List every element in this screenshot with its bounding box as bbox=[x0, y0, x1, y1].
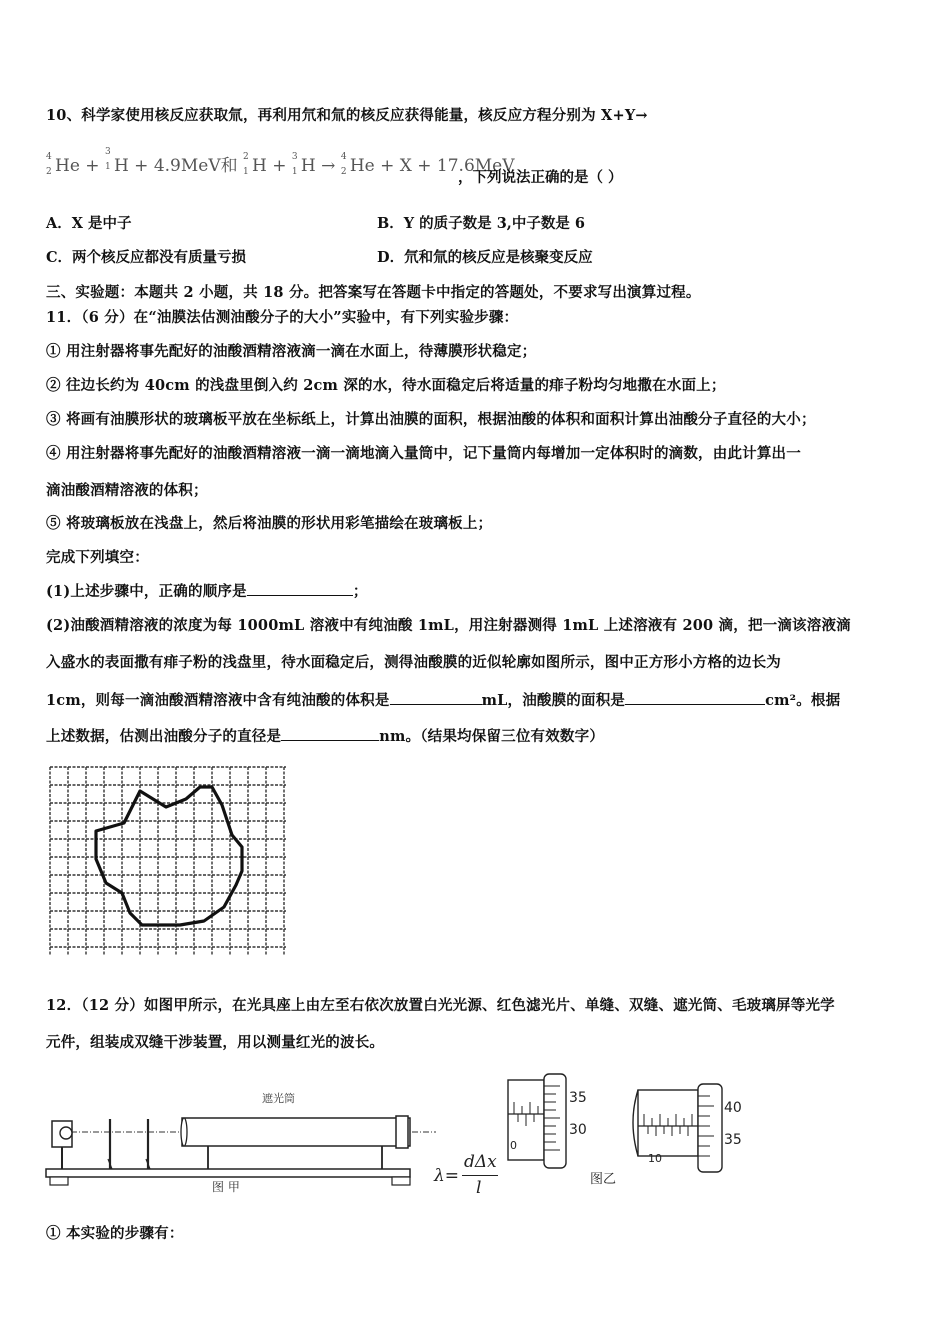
h3-nuclide: 3 1 H + 4.9MeV和 bbox=[104, 147, 238, 176]
he4-nuclide-2: 4 2 He + X + 17.6MeV bbox=[340, 152, 515, 177]
fig-b-label: 图乙 bbox=[590, 1172, 617, 1187]
mic2-tick-35: 35 bbox=[724, 1132, 742, 1148]
q11-fill-prompt: 完成下列填空： bbox=[46, 549, 149, 566]
q12-steps-intro: ① 本实验的步骤有： bbox=[46, 1225, 184, 1242]
q10-choice-c[interactable]: C．两个核反应都没有质量亏损 bbox=[46, 249, 247, 266]
q11-stem: 11．（6 分）在“油膜法估测油酸分子的大小”实验中，有下列实验步骤： bbox=[46, 309, 519, 326]
q11-step3: ③ 将画有油膜形状的玻璃板平放在坐标纸上，计算出油膜的面积，根据油酸的体积和面积计算出油酸分子直径的大小； bbox=[46, 411, 816, 428]
answer-blank-diameter[interactable] bbox=[281, 726, 379, 741]
he4-nuclide: 4 2 He + bbox=[46, 152, 100, 177]
q10-tail: ，下列说法正确的是（ ） bbox=[458, 169, 623, 186]
q11-step4a: ④ 用注射器将事先配好的油酸酒精溶液一滴一滴地滴入量筒中，记下量筒内每增加一定体积时的滴数，由此计算出一 bbox=[46, 445, 801, 462]
mic1-tick-30: 30 bbox=[569, 1122, 587, 1138]
tube-label: 遮光筒 bbox=[262, 1092, 295, 1105]
answer-blank-area[interactable] bbox=[625, 690, 765, 705]
oil-film-grid-figure bbox=[46, 763, 290, 959]
q11-part2-line2: 入盛水的表面撒有痱子粉的浅盘里，待水面稳定后，测得油酸膜的近似轮廓如图所示，图中正方形小方格的边长为 bbox=[46, 654, 781, 671]
q11-step1: ① 用注射器将事先配好的油酸酒精溶液滴一滴在水面上，待薄膜形状稳定； bbox=[46, 343, 537, 360]
answer-blank-order[interactable] bbox=[247, 581, 353, 596]
q11-step2: ② 往边长约为 40cm 的浅盘里倒入约 2cm 深的水，待水面稳定后将适量的痱子粉均匀地撒在水面上； bbox=[46, 377, 726, 394]
q10-stem: 10、科学家使用核反应获取氚，再利用氘和氚的核反应获得能量，核反应方程分别为 X+Y→ bbox=[46, 107, 648, 124]
q10-equation bbox=[46, 147, 515, 177]
q10-choice-a[interactable]: A．X 是中子 bbox=[46, 215, 132, 232]
h2-nuclide: 2 1 H + bbox=[243, 152, 287, 177]
h3-nuclide-2: 3 1 H → bbox=[291, 152, 336, 177]
q11-part2-line3: 1cm，则每一滴油酸酒精溶液中含有纯油酸的体积是 mL，油酸膜的面积是 cm²。根据 bbox=[46, 692, 841, 709]
q11-part2-line4: 上述数据，估测出油酸分子的直径是 nm。（结果均保留三位有效数字） bbox=[46, 728, 605, 745]
q11-part1: (1)上述步骤中，正确的顺序是 ； bbox=[46, 583, 368, 600]
q11-part2-line1: (2)油酸酒精溶液的浓度为每 1000mL 溶液中有纯油酸 1mL，用注射器测得 1mL 上述溶液有 200 滴，把一滴该溶液滴 bbox=[46, 617, 851, 634]
micrometer-readings-figure bbox=[504, 1072, 748, 1188]
q12-line1: 12．（12 分）如图甲所示，在光具座上由左至右依次放置白光光源、红色滤光片、单缝、双缝、遮光筒、毛玻璃屏等光学 bbox=[46, 997, 835, 1014]
mic1-main-reading: 0 bbox=[510, 1139, 517, 1152]
mic2-tick-40: 40 bbox=[724, 1100, 742, 1116]
q10-choice-b[interactable]: B．Y 的质子数是 3,中子数是 6 bbox=[377, 215, 585, 232]
q10-choice-d[interactable]: D．氘和氚的核反应是核聚变反应 bbox=[377, 249, 593, 266]
section3-heading: 三、实验题：本题共 2 小题，共 18 分。把答案写在答题卡中指定的答题处，不要求写出演算过程。 bbox=[46, 284, 701, 301]
answer-blank-volume[interactable] bbox=[390, 690, 482, 705]
q12-line2: 元件，组装成双缝干涉装置，用以测量红光的波长。 bbox=[46, 1034, 385, 1051]
q11-step4b: 滴油酸酒精溶液的体积； bbox=[46, 482, 208, 499]
fig-a-label: 图 甲 bbox=[212, 1180, 240, 1194]
mic1-tick-35: 35 bbox=[569, 1090, 587, 1106]
mic2-main-reading: 10 bbox=[648, 1152, 662, 1165]
q11-step5: ⑤ 将玻璃板放在浅盘上，然后将油膜的形状用彩笔描绘在玻璃板上； bbox=[46, 515, 493, 532]
double-slit-apparatus-figure bbox=[44, 1085, 444, 1197]
